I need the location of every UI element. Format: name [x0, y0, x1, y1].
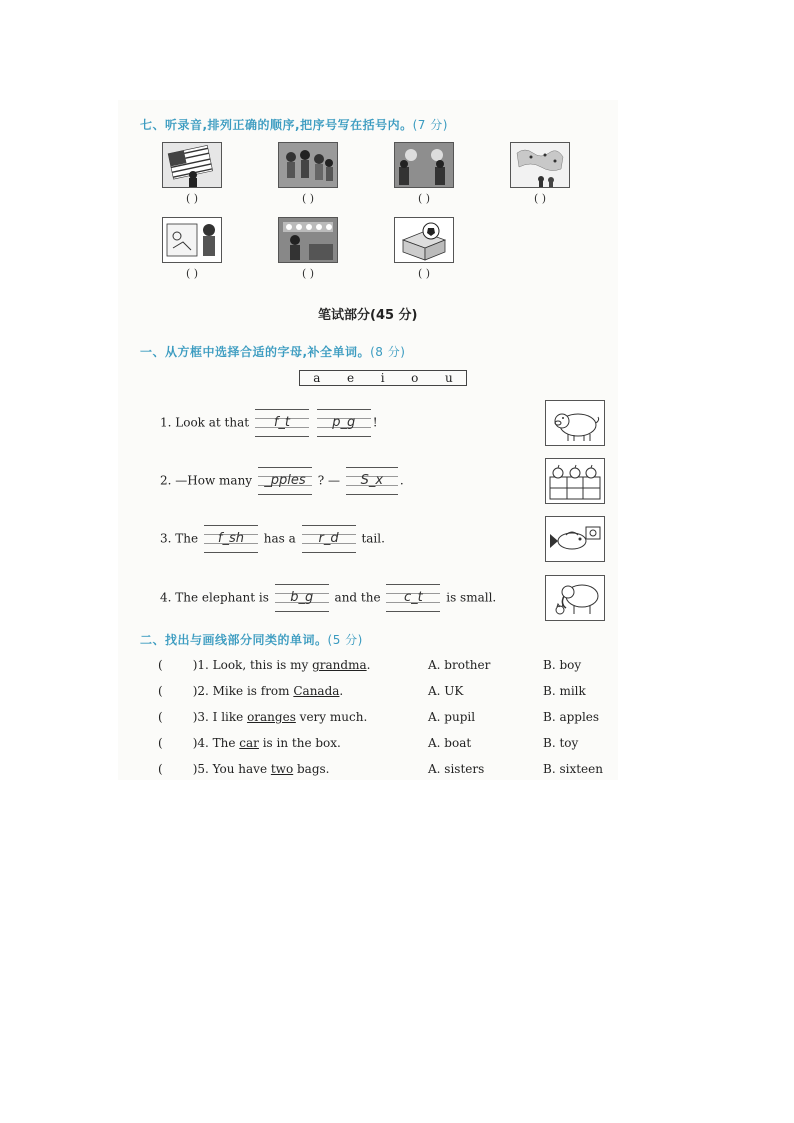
- drawing-picture-icon: [162, 217, 222, 263]
- choice-text-after: very much.: [295, 710, 368, 724]
- item3-prefix: 3. The: [160, 531, 199, 546]
- section2-heading: [140, 631, 363, 648]
- choice-row-1: [158, 658, 370, 672]
- elephant-cat-picture-icon: [545, 575, 605, 621]
- fill-item-2: [160, 467, 404, 495]
- fill-item-1: [160, 409, 378, 437]
- option-a-1[interactable]: A. brother: [428, 658, 491, 672]
- apples-box-picture-icon: [545, 458, 605, 504]
- option-a-2[interactable]: A. UK: [428, 684, 464, 698]
- item3-blank1[interactable]: [204, 525, 258, 553]
- answer-parens-3[interactable]: ( ): [417, 192, 431, 205]
- choice-paren[interactable]: (: [158, 736, 163, 750]
- section7-points: (7 分): [412, 118, 448, 132]
- letter-a: a: [313, 371, 321, 385]
- item1-prefix: 1. Look at that: [160, 415, 250, 430]
- answer-parens-6[interactable]: ( ): [301, 267, 315, 280]
- item4-answer2: c_t: [404, 590, 423, 605]
- written-part-title: 笔试部分(45 分): [318, 308, 418, 323]
- section1-points: (8 分): [370, 345, 406, 359]
- section1-heading: [140, 343, 405, 360]
- people-picture-icon: [394, 142, 454, 188]
- letter-i: i: [380, 371, 385, 385]
- letter-u: u: [444, 371, 453, 385]
- option-b-2[interactable]: B. milk: [543, 684, 586, 698]
- item1-answer1: f_t: [273, 415, 291, 430]
- choice-paren[interactable]: (: [158, 658, 163, 672]
- underlined-word: grandma: [312, 658, 367, 672]
- choice-row-2: [158, 684, 343, 698]
- choice-text-after: is in the box.: [258, 736, 341, 750]
- section2-title: 二、找出与画线部分同类的单词。: [140, 633, 328, 647]
- flag-picture-icon: [162, 142, 222, 188]
- section1-title: 一、从方框中选择合适的字母,补全单词。: [140, 345, 371, 359]
- map-picture-icon: [510, 142, 570, 188]
- choice-paren[interactable]: (: [158, 762, 163, 776]
- item3-blank2[interactable]: [302, 525, 356, 553]
- choice-row-3: [158, 710, 367, 724]
- choice-text: )2. Mike is from: [192, 684, 294, 698]
- answer-parens-1[interactable]: ( ): [185, 192, 199, 205]
- item4-answer1: b_g: [290, 590, 314, 605]
- fill-item-3: [160, 525, 385, 553]
- option-b-4[interactable]: B. toy: [543, 736, 579, 750]
- item1-suffix: !: [372, 415, 378, 430]
- choice-text: )4. The: [192, 736, 240, 750]
- item3-mid: has a: [263, 531, 296, 546]
- answer-parens-7[interactable]: ( ): [417, 267, 431, 280]
- shop-picture-icon: [278, 217, 338, 263]
- option-b-5[interactable]: B. sixteen: [543, 762, 603, 776]
- ball-box-picture-icon: [394, 217, 454, 263]
- answer-parens-2[interactable]: ( ): [301, 192, 315, 205]
- choice-text-after: .: [339, 684, 344, 698]
- item3-answer2: r_d: [318, 531, 339, 546]
- option-a-3[interactable]: A. pupil: [428, 710, 476, 724]
- item1-blank1[interactable]: [255, 409, 309, 437]
- option-b-1[interactable]: B. boy: [543, 658, 582, 672]
- item2-mid: ? —: [317, 473, 340, 488]
- fish-picture-icon: [545, 516, 605, 562]
- item2-prefix: 2. —How many: [160, 473, 253, 488]
- letter-choice-box: [299, 370, 467, 386]
- section7-heading: [140, 116, 448, 133]
- item4-mid: and the: [334, 590, 381, 605]
- answer-parens-5[interactable]: ( ): [185, 267, 199, 280]
- item1-answer2: p_g: [332, 415, 356, 430]
- choice-paren[interactable]: (: [158, 710, 163, 724]
- underlined-word: car: [239, 736, 259, 750]
- item4-blank1[interactable]: [275, 584, 329, 612]
- choice-row-5: [158, 762, 330, 776]
- option-a-5[interactable]: A. sisters: [428, 762, 485, 776]
- choice-text: )1. Look, this is my: [192, 658, 313, 672]
- choice-text-after: bags.: [293, 762, 330, 776]
- fill-item-4: [160, 584, 496, 612]
- letter-o: o: [411, 371, 419, 385]
- item4-blank2[interactable]: [386, 584, 440, 612]
- choice-text: )3. I like: [192, 710, 248, 724]
- item4-suffix: is small.: [446, 590, 497, 605]
- item2-answer2: S_x: [360, 473, 384, 488]
- item2-answer1: _pples: [264, 473, 306, 488]
- item4-prefix: 4. The elephant is: [160, 590, 269, 605]
- item2-blank1[interactable]: [258, 467, 312, 495]
- choice-text-after: .: [366, 658, 371, 672]
- section7-title: 七、听录音,排列正确的顺序,把序号写在括号内。: [140, 118, 413, 132]
- item2-blank2[interactable]: [346, 467, 398, 495]
- underlined-word: oranges: [247, 710, 296, 724]
- item3-answer1: f_sh: [217, 531, 244, 546]
- underlined-word: two: [270, 762, 294, 776]
- pig-picture-icon: [545, 400, 605, 446]
- choice-text: )5. You have: [192, 762, 271, 776]
- choice-row-4: [158, 736, 341, 750]
- answer-parens-4[interactable]: ( ): [533, 192, 547, 205]
- section2-points: (5 分): [327, 633, 363, 647]
- letter-e: e: [347, 371, 355, 385]
- choice-paren[interactable]: (: [158, 684, 163, 698]
- item1-blank2[interactable]: [317, 409, 371, 437]
- item3-suffix: tail.: [361, 531, 385, 546]
- option-a-4[interactable]: A. boat: [428, 736, 472, 750]
- option-b-3[interactable]: B. apples: [543, 710, 600, 724]
- item2-suffix: .: [399, 473, 404, 488]
- children-picture-icon: [278, 142, 338, 188]
- underlined-word: Canada: [293, 684, 340, 698]
